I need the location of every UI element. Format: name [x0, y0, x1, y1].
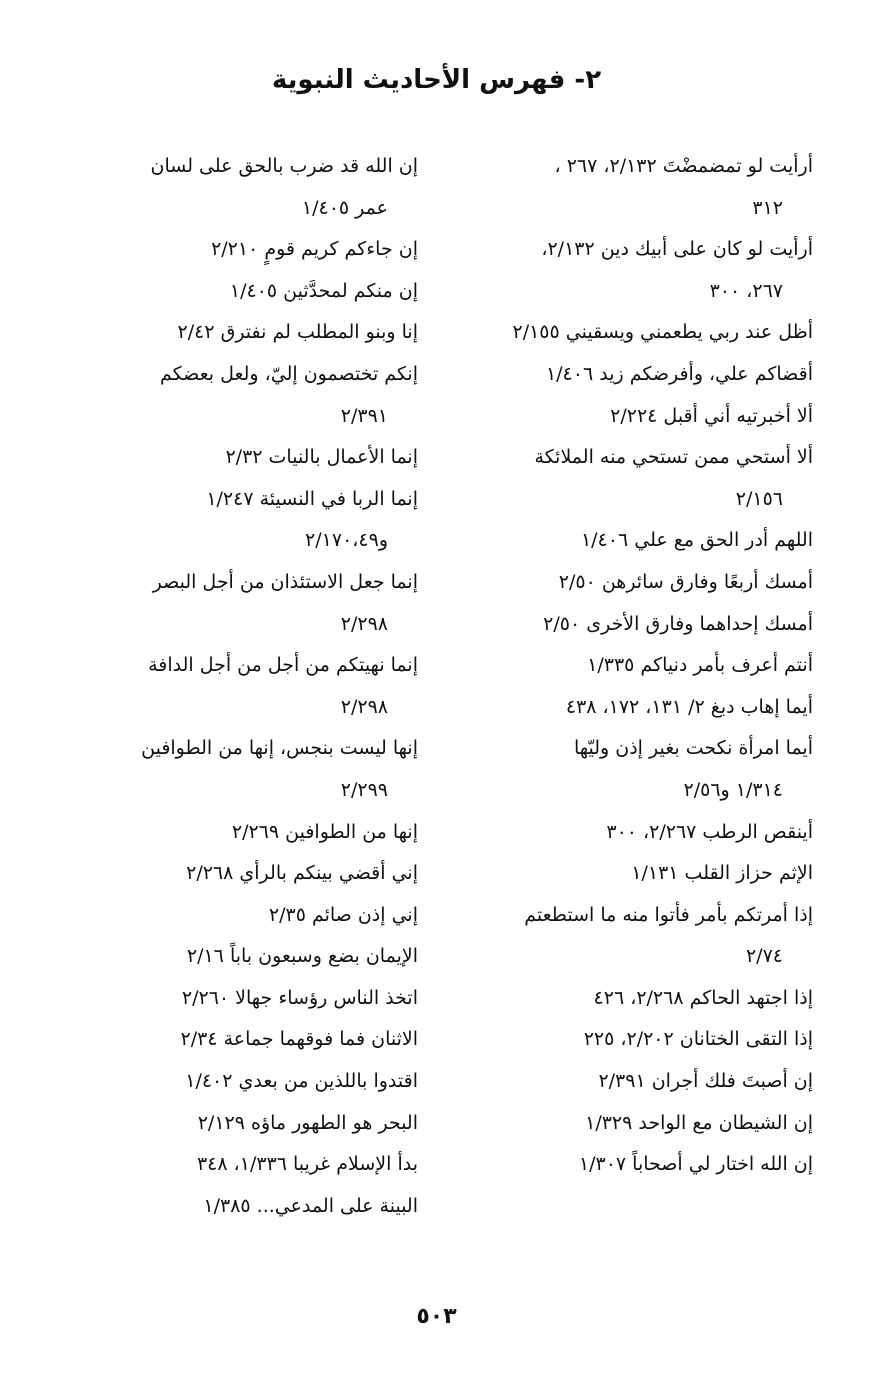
hadith-entry-text: إنها من الطوافين ٢/٢٦٩ — [231, 820, 418, 843]
hadith-entry-continuation: ٢/٢٩٨ — [340, 612, 388, 635]
hadith-index-entry — [483, 229, 813, 312]
hadith-entry-text: اللهم أدر الحق مع علي ١/٤٠٦ — [580, 529, 813, 552]
hadith-index-entry — [88, 271, 418, 313]
hadith-entry-continuation: ٢/٢٩٨ — [340, 695, 388, 718]
hadith-entry-text: إن الشيطان مع الواحد ١/٣٢٩ — [585, 1111, 813, 1134]
hadith-index-entry — [483, 396, 813, 438]
hadith-index-entry — [483, 562, 813, 604]
hadith-entry-text: ألا أستحي ممن تستحي منه الملائكة — [534, 446, 813, 469]
hadith-entry-text: الإثم حزاز القلب ١/١٣١ — [631, 862, 813, 885]
hadith-entry-continuation: عمر ١/٤٠٥ — [301, 196, 388, 219]
hadith-index-entry — [483, 687, 813, 729]
hadith-entry-continuation: ١/٣١٤ و٢/٥٦ — [683, 778, 783, 801]
hadith-entry-text: إنما نهيتكم من أجل من أجل الدافة — [148, 654, 418, 677]
hadith-index-entry — [483, 1144, 813, 1186]
hadith-index-entry — [483, 312, 813, 354]
hadith-index-entry — [88, 146, 418, 229]
hadith-entry-text: أيما امرأة نكحت بغير إذن وليّها — [573, 737, 813, 760]
hadith-index-entry — [88, 479, 418, 562]
hadith-entry-text: أمسك أربعًا وفارق سائرهن ٢/٥٠ — [558, 570, 813, 593]
hadith-entry-text: إنما الربا في النسيئة ١/٢٤٧ — [206, 487, 418, 510]
hadith-index-entry — [88, 728, 418, 811]
hadith-entry-text: إذا اجتهد الحاكم ٢/٢٦٨، ٤٢٦ — [593, 986, 813, 1009]
hadith-index-entry — [483, 978, 813, 1020]
hadith-index-entry — [88, 936, 418, 978]
hadith-entry-text: إن منكم لمحدَّثين ١/٤٠٥ — [229, 279, 418, 302]
hadith-index-entry — [88, 1186, 418, 1228]
hadith-entry-continuation: ٢٦٧، ٣٠٠ — [709, 279, 783, 302]
hadith-index-entry — [88, 1103, 418, 1145]
hadith-entry-text: الإيمان بضع وسبعون باباً ٢/١٦ — [186, 945, 418, 968]
hadith-index-entry — [88, 354, 418, 437]
hadith-entry-continuation: ٢/٣٩١ — [340, 404, 388, 427]
hadith-index-entry — [483, 1103, 813, 1145]
hadith-entry-continuation: ٢/١٥٦ — [735, 487, 783, 510]
hadith-index-entry — [88, 978, 418, 1020]
hadith-entry-text: البينة على المدعي... ١/٣٨٥ — [203, 1194, 418, 1217]
hadith-index-entry — [483, 437, 813, 520]
hadith-index-entry — [483, 354, 813, 396]
hadith-entry-text: إنا وبنو المطلب لم نفترق ٢/٤٢ — [177, 321, 418, 344]
hadith-entry-text: إنكم تختصمون إليّ، ولعل بعضكم — [159, 362, 418, 385]
hadith-entry-text: إذا التقى الختانان ٢/٢٠٢، ٢٢٥ — [583, 1028, 813, 1051]
hadith-entry-text: إنما الأعمال بالنيات ٢/٣٢ — [225, 446, 418, 469]
hadith-index-entry — [88, 895, 418, 937]
hadith-index-entry — [88, 312, 418, 354]
hadith-index-entry — [88, 853, 418, 895]
hadith-entry-continuation: ٢/٢٩٩ — [340, 778, 388, 801]
hadith-index-entry — [88, 1061, 418, 1103]
hadith-index-entry — [483, 645, 813, 687]
hadith-entry-text: ألا أخبرتيه أني أقبل ٢/٢٢٤ — [610, 404, 813, 427]
hadith-entry-text: اقتدوا باللذين من بعدي ١/٤٠٢ — [185, 1070, 418, 1093]
hadith-entry-text: إن جاءكم كريم قومٍ ٢/٢١٠ — [211, 238, 418, 261]
index-column-left — [88, 146, 418, 1227]
hadith-entry-text: أيما إهاب دبغ ٢/ ١٣١، ١٧٢، ٤٣٨ — [565, 695, 813, 718]
hadith-index-entry — [483, 1061, 813, 1103]
hadith-entry-text: إني أقضي بينكم بالرأي ٢/٢٦٨ — [186, 862, 418, 885]
hadith-entry-text: أقضاكم علي، وأفرضكم زيد ١/٤٠٦ — [545, 362, 813, 385]
hadith-entry-text: إن أصبتَ فلك أجران ٢/٣٩١ — [598, 1070, 813, 1093]
hadith-entry-text: اتخذ الناس رؤساء جهالا ٢/٢٦٠ — [181, 986, 418, 1009]
hadith-entry-text: إني إذن صائم ٢/٣٥ — [268, 903, 418, 926]
hadith-entry-text: أرأيت لو كان على أبيك دين ٢/١٣٢، — [541, 238, 813, 261]
hadith-index-entry — [483, 1019, 813, 1061]
hadith-index-entry — [483, 812, 813, 854]
hadith-entry-text: البحر هو الطهور ماؤه ٢/١٢٩ — [197, 1111, 418, 1134]
hadith-index-entry — [483, 520, 813, 562]
hadith-index-entry — [483, 895, 813, 978]
hadith-entry-text: أينقص الرطب ٢/٢٦٧، ٣٠٠ — [606, 820, 813, 843]
hadith-index-entry — [88, 645, 418, 728]
hadith-entry-text: أرأيت لو تمضمضْتَ ٢/١٣٢، ٢٦٧ ، — [554, 155, 813, 177]
hadith-entry-continuation: ٣١٢ — [752, 196, 783, 219]
hadith-index-entry — [88, 437, 418, 479]
page-number: ٥٠٣ — [416, 1304, 457, 1329]
hadith-index-entry — [483, 728, 813, 811]
hadith-entry-text: إن الله قد ضرب بالحق على لسان — [150, 155, 418, 177]
hadith-entry-continuation: و٢/١٧٠،٤٩ — [305, 529, 388, 552]
hadith-entry-text: إنها ليست بنجس، إنها من الطوافين — [141, 737, 418, 760]
index-column-right — [483, 146, 813, 1186]
hadith-entry-continuation: ٢/٧٤ — [745, 945, 783, 968]
hadith-index-entry — [483, 853, 813, 895]
hadith-entry-text: أنتم أعرف بأمر دنياكم ١/٣٣٥ — [587, 654, 813, 677]
hadith-entry-text: إن الله اختار لي أصحاباً ١/٣٠٧ — [578, 1153, 813, 1176]
hadith-entry-text: بدأ الإسلام غريبا ١/٣٣٦، ٣٤٨ — [196, 1153, 418, 1176]
page-title: ٢- فهرس الأحاديث النبوية — [271, 65, 602, 95]
hadith-index-entry — [88, 1144, 418, 1186]
hadith-entry-text: أمسك إحداهما وفارق الأخرى ٢/٥٠ — [543, 612, 813, 635]
hadith-entry-text: إنما جعل الاستئذان من أجل البصر — [152, 570, 418, 593]
hadith-entry-text: إذا أمرتكم بأمر فأتوا منه ما استطعتم — [524, 903, 813, 926]
hadith-index-entry — [88, 812, 418, 854]
hadith-entry-text: أظل عند ربي يطعمني ويسقيني ٢/١٥٥ — [512, 321, 813, 344]
hadith-entry-text: الاثنان فما فوقهما جماعة ٢/٣٤ — [180, 1028, 418, 1051]
hadith-index-entry — [88, 229, 418, 271]
hadith-index-entry — [88, 1019, 418, 1061]
hadith-index-entry — [88, 562, 418, 645]
hadith-index-entry — [483, 604, 813, 646]
hadith-index-entry — [483, 146, 813, 229]
